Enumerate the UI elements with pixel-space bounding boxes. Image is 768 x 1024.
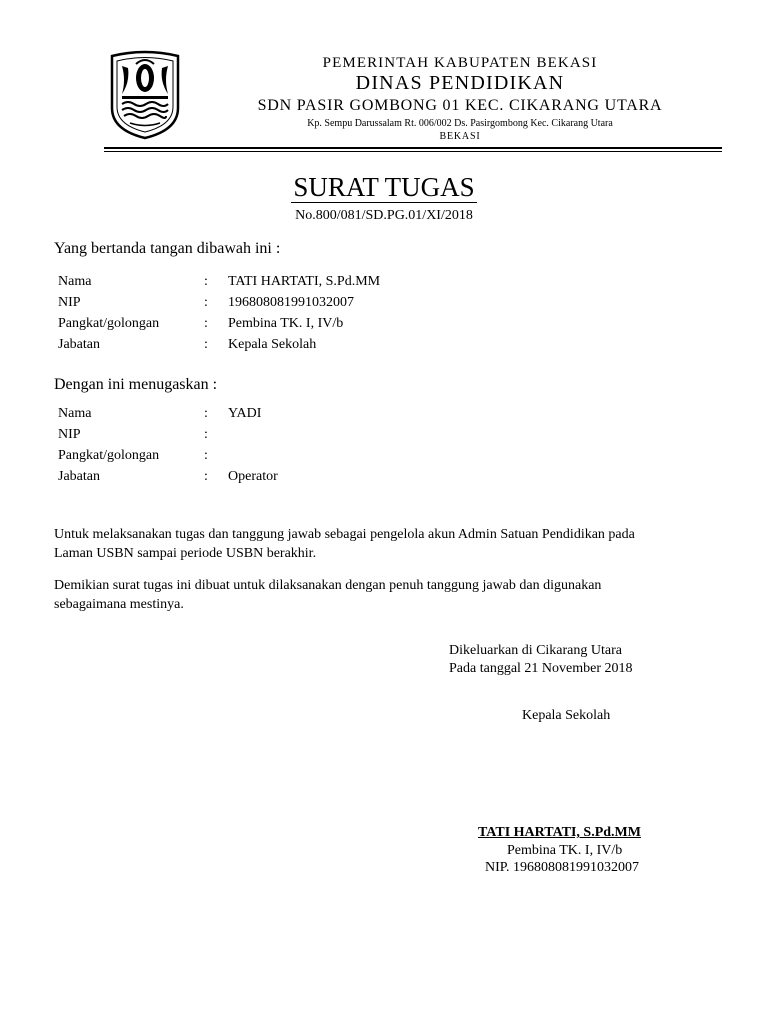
field-colon: : <box>204 469 208 484</box>
field-colon: : <box>204 448 208 463</box>
signature-nip: NIP. 196808081991032007 <box>485 860 640 875</box>
letterhead-city: BEKASI <box>439 131 481 142</box>
field-value: 196808081991032007 <box>228 295 354 310</box>
closing-paragraph <box>54 576 714 614</box>
field-value: Pembina TK. I, IV/b <box>228 316 344 331</box>
field-label: Nama <box>58 406 92 421</box>
assignee-row <box>58 406 698 427</box>
field-colon: : <box>204 427 208 442</box>
letterhead-divider-thin <box>104 151 722 152</box>
field-label: Jabatan <box>58 337 100 352</box>
letterhead-government: PEMERINTAH KABUPATEN BEKASI <box>322 55 598 71</box>
field-label: Pangkat/golongan <box>58 316 160 331</box>
assignee-row <box>58 427 698 448</box>
paragraph-line: sebagaimana mestinya. <box>54 597 184 612</box>
field-colon: : <box>204 337 208 352</box>
document-title: SURAT TUGAS <box>293 172 475 202</box>
letterhead-address: Kp. Sempu Darussalam Rt. 006/002 Ds. Pasirgombong Kec. Cikarang Utara <box>307 118 613 129</box>
signer-row <box>58 337 698 358</box>
field-label: Nama <box>58 274 92 289</box>
letterhead-divider <box>104 147 722 149</box>
field-value: Kepala Sekolah <box>228 337 317 352</box>
field-label: Jabatan <box>58 469 100 484</box>
signer-row <box>58 295 698 316</box>
issued-place: Dikeluarkan di Cikarang Utara <box>449 643 622 658</box>
signature-rank: Pembina TK. I, IV/b <box>507 843 623 858</box>
assignee-intro: Dengan ini menugaskan : <box>54 376 218 393</box>
field-value: YADI <box>228 406 262 421</box>
field-colon: : <box>204 316 208 331</box>
paragraph-line: Untuk melaksanakan tugas dan tanggung jawab sebagai pengelola akun Admin Satuan Pendidikan pada <box>54 527 635 542</box>
field-colon: : <box>204 274 208 289</box>
field-colon: : <box>204 295 208 310</box>
assignee-row <box>58 469 698 490</box>
assignee-row <box>58 448 698 469</box>
paragraph-line: Laman USBN sampai periode USBN berakhir. <box>54 546 317 561</box>
district-emblem-icon <box>108 50 182 140</box>
letterhead-school: SDN PASIR GOMBONG 01 KEC. CIKARANG UTARA <box>257 97 663 114</box>
document-number: No.800/081/SD.PG.01/XI/2018 <box>295 208 473 223</box>
issued-date: Pada tanggal 21 November 2018 <box>449 661 633 676</box>
signer-position: Kepala Sekolah <box>522 708 611 723</box>
paragraph-line: Demikian surat tugas ini dibuat untuk dilaksanakan dengan penuh tanggung jawab dan digunakan <box>54 578 602 593</box>
field-value: Operator <box>228 469 278 484</box>
field-label: NIP <box>58 427 81 442</box>
signer-row <box>58 316 698 337</box>
signer-intro: Yang bertanda tangan dibawah ini : <box>54 240 281 257</box>
letterhead-agency: DINAS PENDIDIKAN <box>355 72 565 94</box>
field-label: Pangkat/golongan <box>58 448 160 463</box>
task-paragraph <box>54 525 714 563</box>
field-value: TATI HARTATI, S.Pd.MM <box>228 274 381 289</box>
document-title-wrap <box>0 172 768 202</box>
signature-name: TATI HARTATI, S.Pd.MM <box>478 825 641 840</box>
signer-row <box>58 274 698 295</box>
field-colon: : <box>204 406 208 421</box>
field-label: NIP <box>58 295 81 310</box>
